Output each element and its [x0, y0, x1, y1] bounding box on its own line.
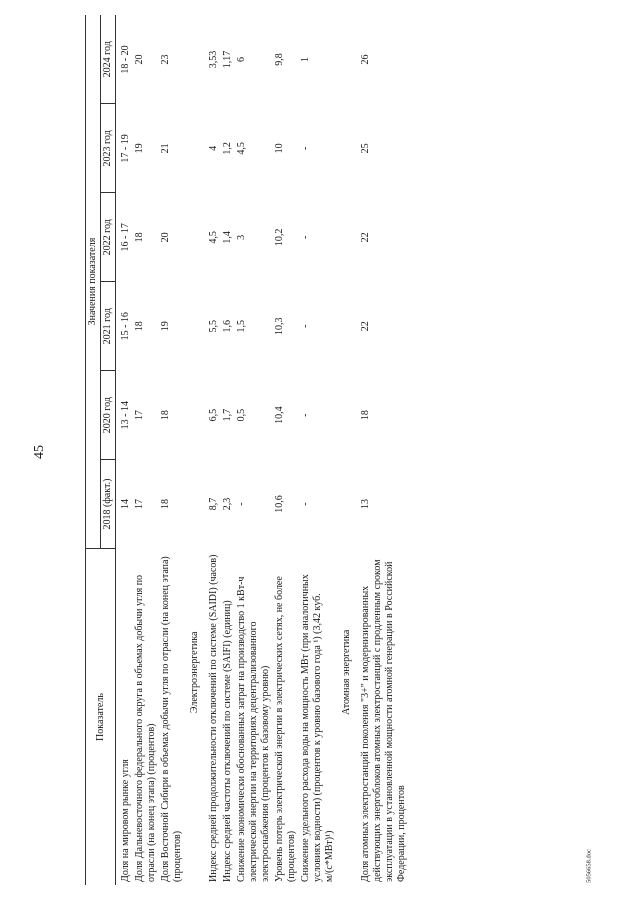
- cell-value: 1: [300, 56, 311, 62]
- table-row: [207, 15, 221, 885]
- section-row: [337, 15, 359, 885]
- cell-value: 6,5: [208, 408, 219, 422]
- table-row: [159, 15, 185, 885]
- header-year: 2022 год: [101, 193, 116, 282]
- cell-value: 10,2: [274, 228, 285, 247]
- table-row: [299, 15, 337, 885]
- cell-value: 22: [360, 232, 371, 243]
- cell-value: -: [300, 413, 311, 417]
- cell-value: 18: [160, 499, 171, 510]
- cell-value: 13: [360, 499, 371, 510]
- section-row: [185, 15, 207, 885]
- table-row: [235, 15, 273, 885]
- cell-value: 18 - 20: [120, 45, 131, 74]
- header-values-group: Значения показателя: [86, 15, 101, 549]
- row-label: Снижение экономически обоснованных затрат на производство 1 кВт-ч электрической энергии на территориях децентрализованного электроснабжения (процентов к базовому уровню): [236, 576, 271, 882]
- cell-value: 4,5: [236, 142, 247, 155]
- row-label: Доля Дальневосточного федерального округа в объемах добычи угля по отрасли (на конец этапа) (процентов): [134, 574, 157, 882]
- rotated-table-area: [85, 15, 615, 885]
- cell-value: 10: [274, 143, 285, 154]
- cell-value: 16 - 17: [120, 223, 131, 252]
- cell-value: 18: [160, 410, 171, 421]
- section-title-power: Электроэнергетика: [189, 631, 200, 714]
- header-year: 2021 год: [101, 282, 116, 371]
- table-row: [116, 15, 134, 885]
- cell-value: 22: [360, 321, 371, 332]
- cell-value: 5,5: [208, 319, 219, 333]
- cell-value: 20: [160, 232, 171, 243]
- cell-value: -: [300, 235, 311, 239]
- cell-value: 10,6: [274, 495, 285, 513]
- cell-value: 1,7: [222, 408, 233, 422]
- cell-value: 19: [134, 143, 145, 154]
- cell-value: 1,6: [222, 319, 233, 333]
- page-number: 45: [32, 445, 47, 459]
- row-label: Индекс средней продолжительности отключений по системе (SAIDI) (часов): [208, 554, 219, 882]
- cell-value: 23: [160, 54, 171, 65]
- cell-value: 1,17: [222, 50, 233, 69]
- table-row: [133, 15, 159, 885]
- cell-value: 1,2: [222, 142, 233, 155]
- table-row: [359, 15, 409, 885]
- section-title-nuclear: Атомная энергетика: [341, 629, 352, 715]
- cell-value: 6: [236, 56, 247, 62]
- cell-value: -: [300, 324, 311, 328]
- cell-value: 17: [134, 410, 145, 421]
- cell-value: 17: [134, 499, 145, 510]
- cell-value: 20: [134, 54, 145, 65]
- cell-value: -: [236, 502, 247, 506]
- row-label: Уровень потерь электрической энергии в электрических сетях, не более (процентов): [274, 576, 297, 882]
- header-year: 2020 год: [101, 371, 116, 460]
- header-year: 2018 (факт.): [101, 460, 116, 549]
- cell-value: 1,5: [236, 319, 247, 333]
- cell-value: 25: [360, 143, 371, 154]
- cell-value: -: [300, 146, 311, 151]
- table-row: [221, 15, 235, 885]
- table-row: [273, 15, 299, 885]
- row-label: Индекс средней частоты отключений по системе (SAIFI) (единиц): [222, 600, 233, 882]
- cell-value: 3: [236, 234, 247, 240]
- cell-value: 17 - 19: [120, 134, 131, 163]
- cell-value: 4,5: [208, 231, 219, 244]
- header-year: 2024 год: [101, 15, 116, 104]
- cell-value: 3,53: [208, 50, 219, 69]
- cell-value: 18: [134, 321, 145, 332]
- row-label: Доля атомных электростанций поколения "3+" и модернизированных действующих энергоблоков атомных электростанций с продленным сроком эксплуатации в установленной мощности атомной генерации в Российской Федерации, процентов: [360, 559, 407, 882]
- cell-value: 21: [160, 143, 171, 154]
- row-label: Доля на мировом рынке угля: [120, 759, 131, 882]
- cell-value: 15 - 16: [120, 312, 131, 341]
- cell-value: 13 - 14: [120, 400, 131, 430]
- row-label: Доля Восточной Сибири в объемах добычи угля по отрасли (на конец этапа) (процентов): [160, 556, 183, 882]
- cell-value: 8,7: [208, 497, 219, 511]
- header-indicator: Показатель: [86, 549, 116, 886]
- cell-value: 18: [360, 410, 371, 421]
- cell-value: 10,3: [274, 317, 285, 335]
- cell-value: 2,3: [222, 497, 233, 511]
- cell-value: -: [300, 502, 311, 506]
- cell-value: 10,4: [274, 406, 285, 424]
- cell-value: 26: [360, 54, 371, 65]
- cell-value: 9,8: [274, 53, 285, 66]
- footer-filename: 5056658.doc: [585, 849, 593, 883]
- cell-value: 14: [120, 499, 131, 510]
- cell-value: 1,4: [222, 231, 233, 244]
- cell-value: 0,5: [236, 408, 247, 422]
- cell-value: 19: [160, 321, 171, 332]
- indicators-table: [85, 15, 409, 885]
- cell-value: 18: [134, 232, 145, 243]
- row-label: Снижение удельного расхода воды на мощность МВт (при аналогичных условиях водности) (процентов к уровню базового года ¹) (3,42 куб. м/(с*МВт)¹): [300, 574, 335, 882]
- table-rotator: [85, 15, 615, 885]
- header-year: 2023 год: [101, 104, 116, 193]
- cell-value: 4: [208, 145, 219, 151]
